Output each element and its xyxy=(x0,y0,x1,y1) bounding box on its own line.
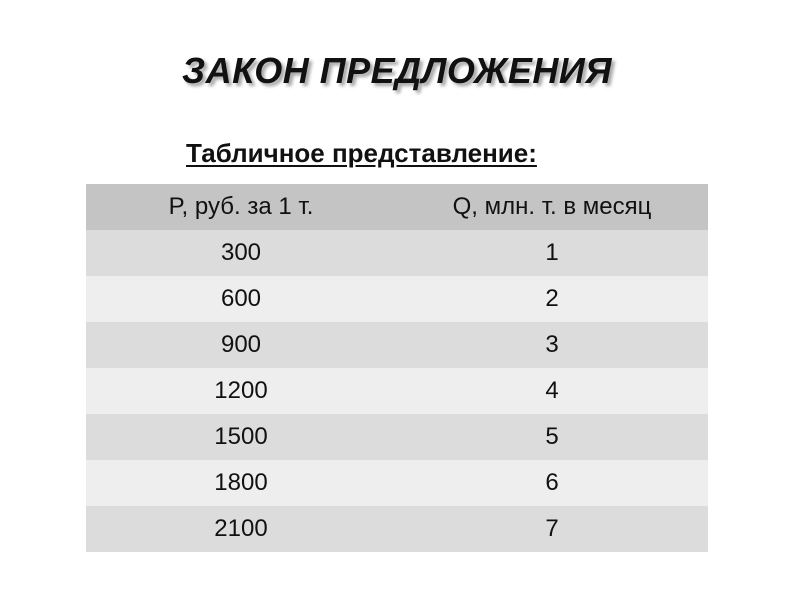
header-quantity: Q, млн. т. в месяц xyxy=(452,193,652,220)
quantity-cell: 2 xyxy=(545,285,559,312)
price-cell: 1800 xyxy=(214,469,268,496)
price-cell: 2100 xyxy=(214,515,268,542)
quantity-cell: 5 xyxy=(545,423,559,450)
price-cell: 300 xyxy=(220,239,262,266)
table-row xyxy=(86,506,708,552)
page-title: ЗАКОН ПРЕДЛОЖЕНИЯ xyxy=(181,50,613,91)
table-header-row xyxy=(86,184,708,230)
quantity-cell: 3 xyxy=(545,331,559,358)
table-subtitle: Табличное представление: xyxy=(186,138,537,168)
table-row xyxy=(86,230,708,276)
table-row xyxy=(86,276,708,322)
table-row xyxy=(86,460,708,506)
table-row xyxy=(86,322,708,368)
price-cell: 900 xyxy=(220,331,262,358)
quantity-cell: 6 xyxy=(545,469,559,496)
quantity-cell: 4 xyxy=(545,377,559,404)
quantity-cell: 7 xyxy=(545,515,559,542)
price-cell: 1500 xyxy=(214,423,268,450)
table-row xyxy=(86,414,708,460)
header-price: P, руб. за 1 т. xyxy=(168,193,314,220)
table-row xyxy=(86,368,708,414)
price-cell: 600 xyxy=(220,285,262,312)
supply-table xyxy=(86,184,708,552)
price-cell: 1200 xyxy=(214,377,268,404)
quantity-cell: 1 xyxy=(545,239,559,266)
